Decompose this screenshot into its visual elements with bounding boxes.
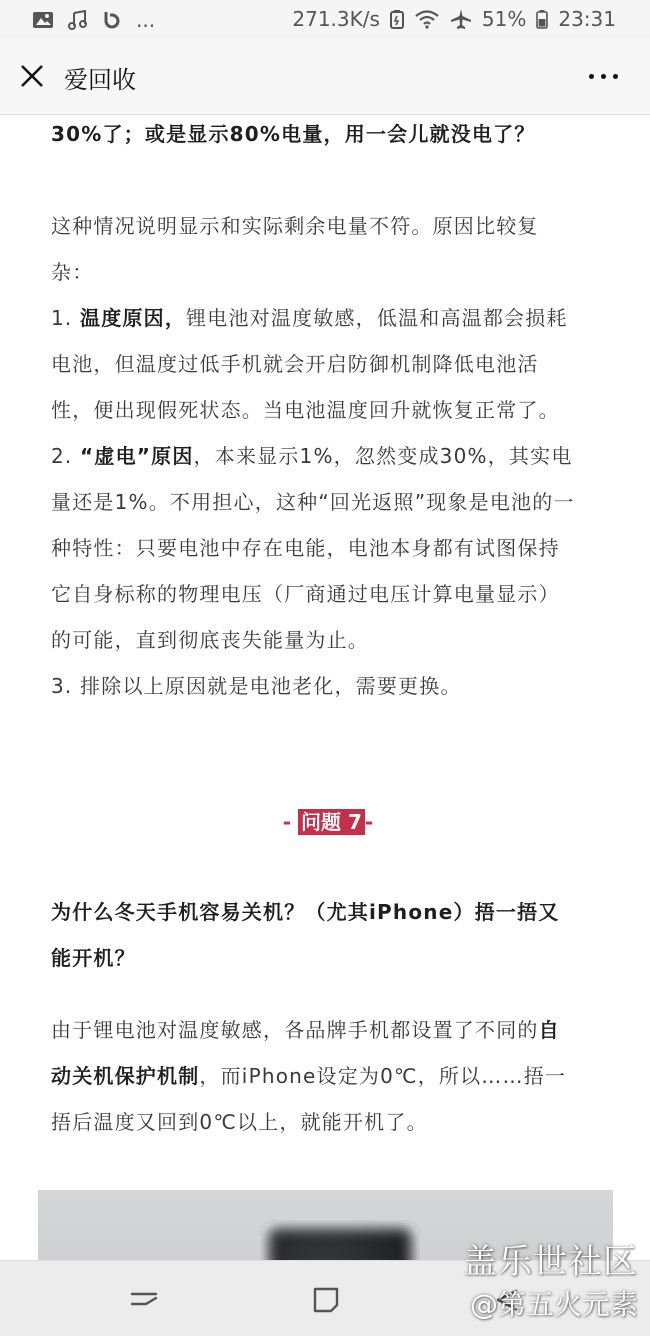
question-7-line: 为什么冬天手机容易关机？（尤其iPhone）捂一捂又 <box>51 900 560 924</box>
reason-2-line: 种特性：只要电池中存在电能，电池本身都有试图保持 <box>51 536 560 560</box>
section-heading-7 <box>51 806 605 835</box>
reason-2-line <box>51 440 573 469</box>
app-header <box>0 38 650 115</box>
more-dot <box>589 74 594 79</box>
section-dash: - <box>282 810 299 834</box>
answer-7-bold: 动关机保护机制 <box>51 1064 200 1088</box>
battery-icon <box>536 9 548 29</box>
section-label: 问题 7 <box>298 809 365 835</box>
answer-7-bold: 自 <box>538 1018 560 1042</box>
recent-apps-icon[interactable] <box>128 1285 160 1319</box>
answer-7-line: 捂后温度又回到0℃以上，就能开机了。 <box>51 1110 428 1134</box>
wifi-icon <box>414 9 440 29</box>
music-icon <box>68 10 88 30</box>
home-icon[interactable] <box>310 1285 342 1319</box>
answer-6-line: 杂： <box>51 260 94 284</box>
answer-6-line: 这种情况说明显示和实际剩余电量不符。原因比较复 <box>51 214 539 238</box>
reason-2-line: 的可能，直到彻底丧失能量为止。 <box>51 628 369 652</box>
battery-percent: 51% <box>481 7 527 31</box>
reason-1-heading: 温度原因， <box>80 306 187 330</box>
reason-1-line: 电池，但温度过低手机就会开启防御机制降低电池活 <box>51 352 539 376</box>
watermark-author: @第五火元素 <box>469 1288 638 1321</box>
bixby-icon <box>102 10 122 30</box>
close-icon[interactable] <box>18 62 46 90</box>
reason-2-line: 量还是1%。不用担心，这种“回光返照”现象是电池的一 <box>51 490 575 514</box>
status-left <box>32 8 155 32</box>
reason-1-line <box>51 302 568 331</box>
reason-2-line: 它自身标称的物理电压（厂商通过电压计算电量显示） <box>51 582 560 606</box>
clock: 23:31 <box>558 7 616 31</box>
reason-2-text: ，本来显示1%，忽然变成30%，其实电 <box>193 444 573 468</box>
answer-7-line <box>51 1014 560 1043</box>
reason-2-number: 2. <box>51 444 81 468</box>
airplane-icon <box>450 8 472 30</box>
answer-7-line <box>51 1060 566 1089</box>
watermark-title: 盖乐世社区 <box>463 1242 638 1282</box>
question-7-line: 能开机？ <box>51 946 136 970</box>
section-dash: - <box>364 810 374 834</box>
image-icon <box>32 10 54 30</box>
answer-7-text: 由于锂电池对温度敏感，各品牌手机都设置了不同的 <box>51 1018 539 1042</box>
reason-1-line: 性，便出现假死状态。当电池温度回升就恢复正常了。 <box>51 398 560 422</box>
more-notifications: ... <box>136 8 156 32</box>
reason-2-heading: “虚电”原因 <box>80 444 194 468</box>
page-title: 爱回收 <box>64 66 136 94</box>
status-bar <box>0 0 650 38</box>
network-speed: 271.3K/s <box>292 7 380 31</box>
more-dot <box>613 74 618 79</box>
question-6-tail: 30%了；或是显示80%电量，用一会儿就没电了？ <box>51 122 536 146</box>
status-right <box>292 7 616 31</box>
answer-7-text: ，而iPhone设定为0℃，所以……捂一 <box>199 1064 567 1088</box>
more-icon[interactable] <box>589 74 618 79</box>
battery-saver-icon <box>390 9 404 29</box>
reason-1-number: 1. <box>51 306 81 330</box>
reason-1-text: 锂电池对温度敏感，低温和高温都会损耗 <box>186 306 568 330</box>
more-dot <box>601 74 606 79</box>
reason-3-line: 3. 排除以上原因就是电池老化，需要更换。 <box>51 674 462 698</box>
